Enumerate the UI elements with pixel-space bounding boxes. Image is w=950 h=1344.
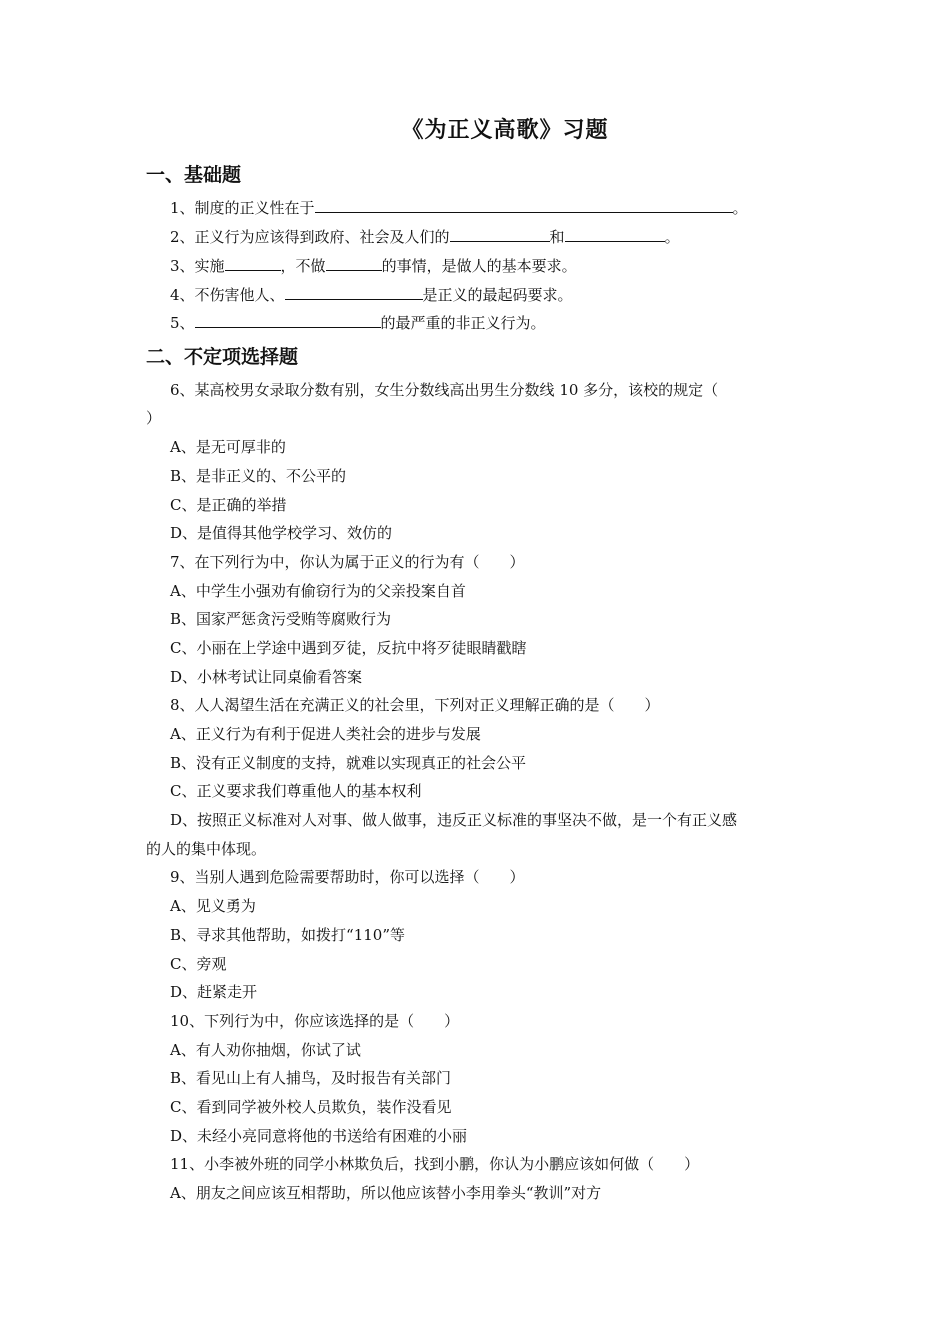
question-line: 7、在下列行为中，你认为属于正义的行为有（ ）: [170, 553, 525, 571]
answer-blank[interactable]: [195, 313, 381, 328]
question-1-end: 。: [732, 199, 748, 217]
section-heading-basic: 一、基础题: [146, 164, 242, 186]
question-line: 11、小李被外班的同学小林欺负后，找到小鹏，你认为小鹏应该如何做（ ）: [170, 1155, 700, 1173]
option-line: B、看见山上有人捕鸟，及时报告有关部门: [170, 1069, 452, 1087]
question-1-text: 1、制度的正义性在于: [170, 199, 315, 217]
option-line: A、见义勇为: [170, 897, 256, 915]
question-3-text: 3、实施: [170, 257, 225, 275]
option-line: A、中学生小强劝有偷窃行为的父亲投案自首: [170, 582, 466, 600]
answer-blank[interactable]: [450, 227, 550, 242]
answer-blank[interactable]: [326, 256, 382, 271]
question-2-end: 。: [664, 228, 680, 246]
option-line: D、是值得其他学校学习、效仿的: [170, 524, 393, 542]
option-line: C、小丽在上学途中遇到歹徒，反抗中将歹徒眼睛戳瞎: [170, 639, 527, 657]
option-line: C、旁观: [170, 955, 227, 973]
option-line: D、小林考试让同桌偷看答案: [170, 668, 363, 686]
question-5-end: 的最严重的非正义行为。: [380, 314, 546, 332]
option-line: C、正义要求我们尊重他人的基本权利: [170, 782, 422, 800]
answer-blank[interactable]: [565, 227, 665, 242]
question-line: 10、下列行为中，你应该选择的是（ ）: [170, 1012, 460, 1030]
question-2-text: 2、正义行为应该得到政府、社会及人们的: [170, 228, 450, 246]
option-line: B、寻求其他帮助，如拨打“110”等: [170, 926, 405, 944]
question-2: [170, 227, 680, 247]
option-line: A、有人劝你抽烟，你试了试: [170, 1041, 361, 1059]
option-line: C、看到同学被外校人员欺负，装作没看见: [170, 1098, 452, 1116]
option-line: D、赶紧走开: [170, 983, 258, 1001]
question-2-mid: 和: [549, 228, 565, 246]
option-line: B、没有正义制度的支持，就难以实现真正的社会公平: [170, 754, 527, 772]
option-line: B、国家严惩贪污受贿等腐败行为: [170, 610, 392, 628]
question-line: 8、人人渴望生活在充满正义的社会里，下列对正义理解正确的是（ ）: [170, 696, 660, 714]
page-title: 《为正义高歌》习题: [401, 117, 609, 143]
question-4-text: 4、不伤害他人、: [170, 286, 285, 304]
question-3: [170, 256, 577, 276]
answer-blank[interactable]: [285, 285, 423, 300]
question-3-mid: ，不做: [280, 257, 326, 275]
option-line: B、是非正义的、不公平的: [170, 467, 347, 485]
question-4: [170, 285, 573, 305]
question-5-text: 5、: [170, 314, 195, 332]
option-line: C、是正确的举措: [170, 496, 287, 514]
question-5: [170, 313, 546, 333]
option-line: 的人的集中体现。: [146, 840, 267, 858]
question-1: [170, 198, 748, 218]
option-line: D、未经小亮同意将他的书送给有困难的小丽: [170, 1127, 468, 1145]
question-4-end: 是正义的最起码要求。: [422, 286, 573, 304]
answer-blank[interactable]: [315, 198, 733, 213]
option-line: D、按照正义标准对人对事、做人做事，违反正义标准的事坚决不做，是一个有正义感: [170, 811, 738, 829]
answer-blank[interactable]: [225, 256, 281, 271]
question-line: 9、当别人遇到危险需要帮助时，你可以选择（ ）: [170, 868, 525, 886]
question-3-end: 的事情，是做人的基本要求。: [381, 257, 577, 275]
option-line: A、正义行为有利于促进人类社会的进步与发展: [170, 725, 481, 743]
option-line: A、是无可厚非的: [170, 438, 286, 456]
question-line: ）: [146, 409, 162, 427]
section-heading-choice: 二、不定项选择题: [146, 346, 299, 368]
question-line: 6、某高校男女录取分数有别，女生分数线高出男生分数线 10 多分，该校的规定（: [170, 381, 719, 399]
option-line: A、朋友之间应该互相帮助，所以他应该替小李用拳头“教训”对方: [170, 1184, 602, 1202]
